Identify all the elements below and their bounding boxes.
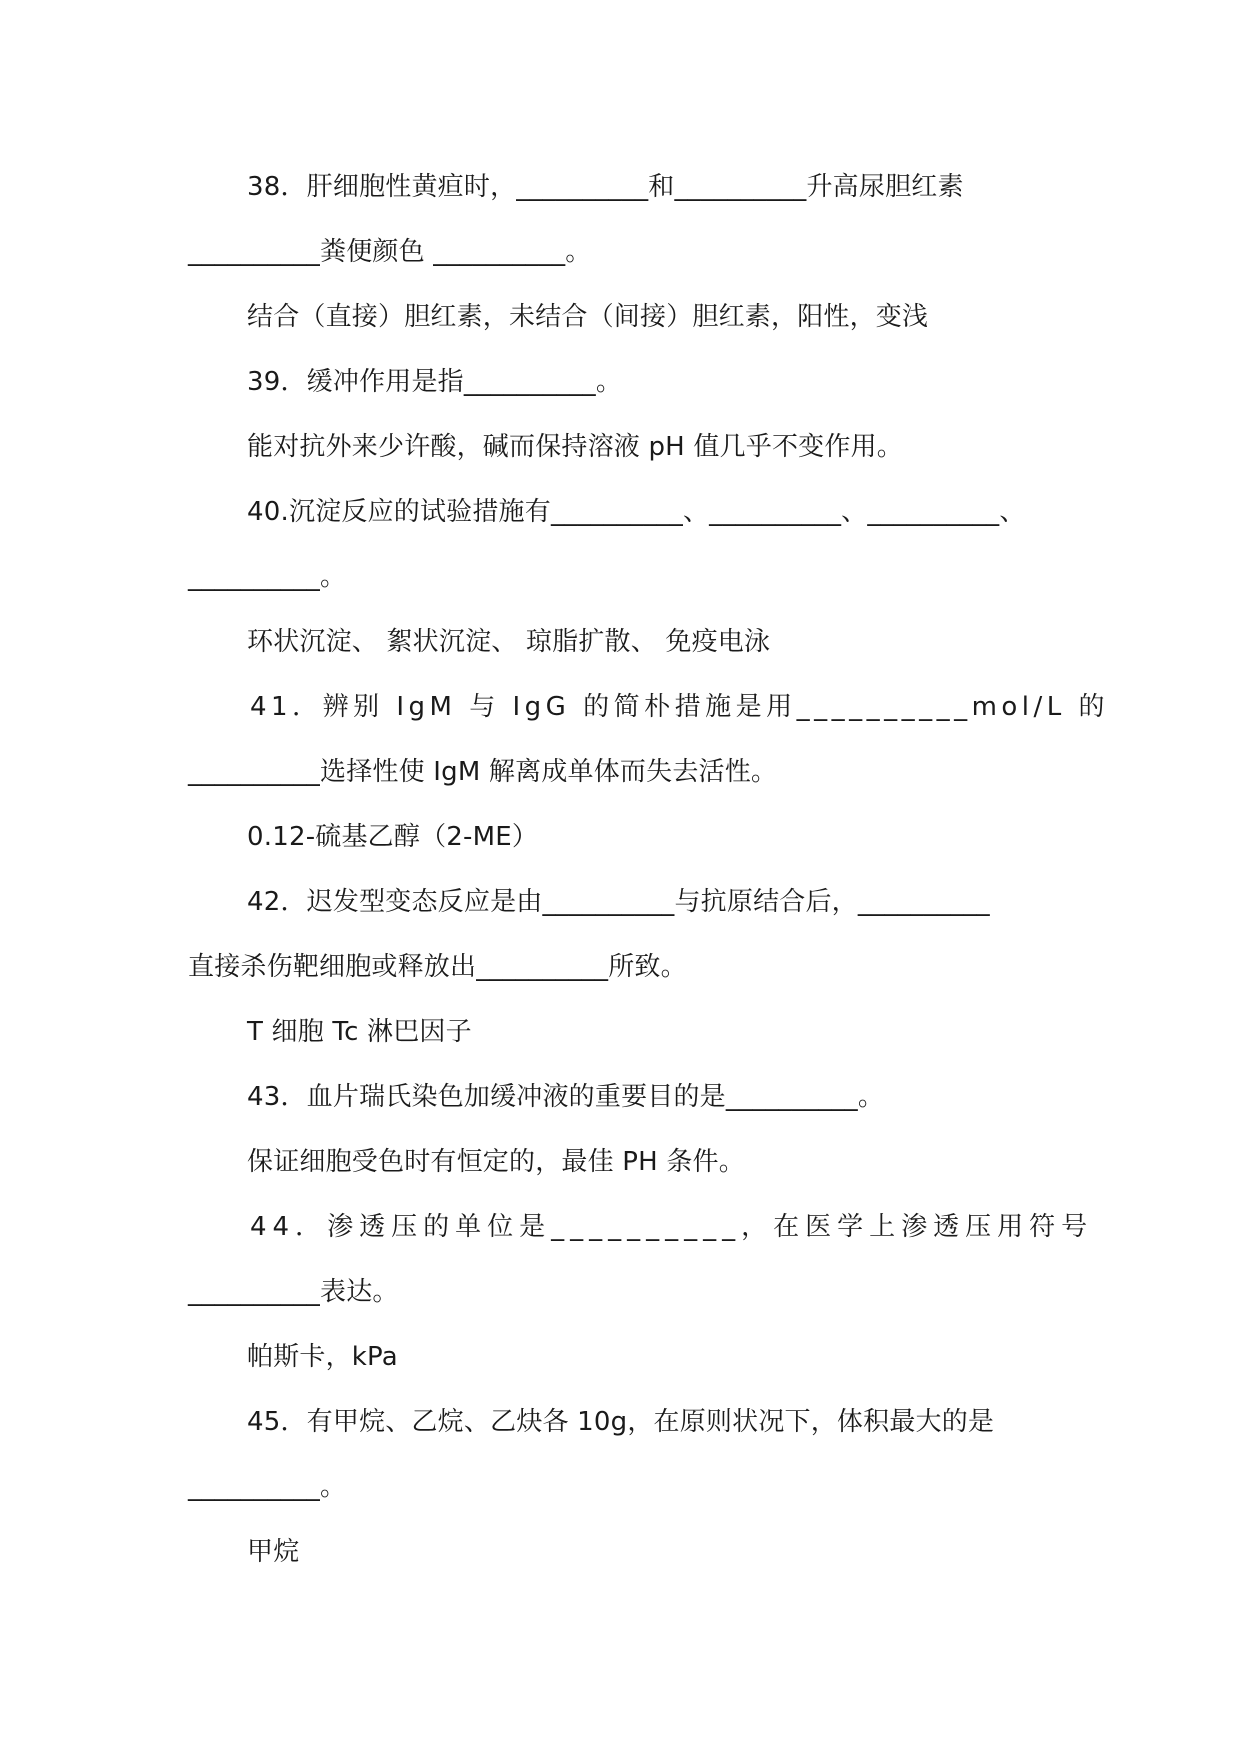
answer-40: 环状沉淀、 絮状沉淀、 琼脂扩散、 免疫电泳 — [247, 627, 771, 657]
answer-45: 甲烷 — [247, 1537, 300, 1567]
question-43: 43．血片瑞氏染色加缓冲液的重要目的是__________。 — [247, 1082, 885, 1112]
question-45-line-2: __________。 — [188, 1472, 347, 1502]
question-42-line-1: 42．迟发型变态反应是由__________与抗原结合后，__________ — [247, 887, 990, 917]
question-44-line-2: __________表达。 — [188, 1277, 399, 1307]
answer-39: 能对抗外来少许酸，碱而保持溶液 pH 值几乎不变作用。 — [247, 432, 903, 462]
question-40-line-1: 40.沉淀反应的试验措施有__________、__________、__________、 — [247, 497, 1026, 527]
answer-38: 结合（直接）胆红素，未结合（间接）胆红素，阳性，变浅 — [247, 302, 929, 332]
answer-43: 保证细胞受色时有恒定的，最佳 PH 条件。 — [247, 1147, 745, 1177]
answer-41: 0.12-硫基乙醇（2-ME） — [247, 822, 539, 852]
answer-44: 帕斯卡，kPa — [247, 1342, 398, 1372]
question-42-line-2: 直接杀伤靶细胞或释放出__________所致。 — [188, 952, 687, 982]
question-39: 39．缓冲作用是指__________。 — [247, 367, 623, 397]
question-44-line-1: 44．渗透压的单位是__________，在医学上渗透压用符号 — [250, 1212, 1094, 1242]
question-41-line-1: 41．辨别 IgM 与 IgG 的简朴措施是用__________mol/L 的 — [250, 692, 1110, 722]
answer-42: T 细胞 Tc 淋巴因子 — [247, 1017, 472, 1047]
question-41-line-2: __________选择性使 IgM 解离成单体而失去活性。 — [188, 757, 778, 787]
question-38-line-2: __________粪便颜色 __________。 — [188, 237, 592, 267]
question-38-line-1: 38．肝细胞性黄疸时，__________和__________升高尿胆红素 — [247, 172, 964, 202]
question-45-line-1: 45．有甲烷、乙烷、乙炔各 10g，在原则状况下，体积最大的是 — [247, 1407, 995, 1437]
question-40-line-2: __________。 — [188, 562, 347, 592]
